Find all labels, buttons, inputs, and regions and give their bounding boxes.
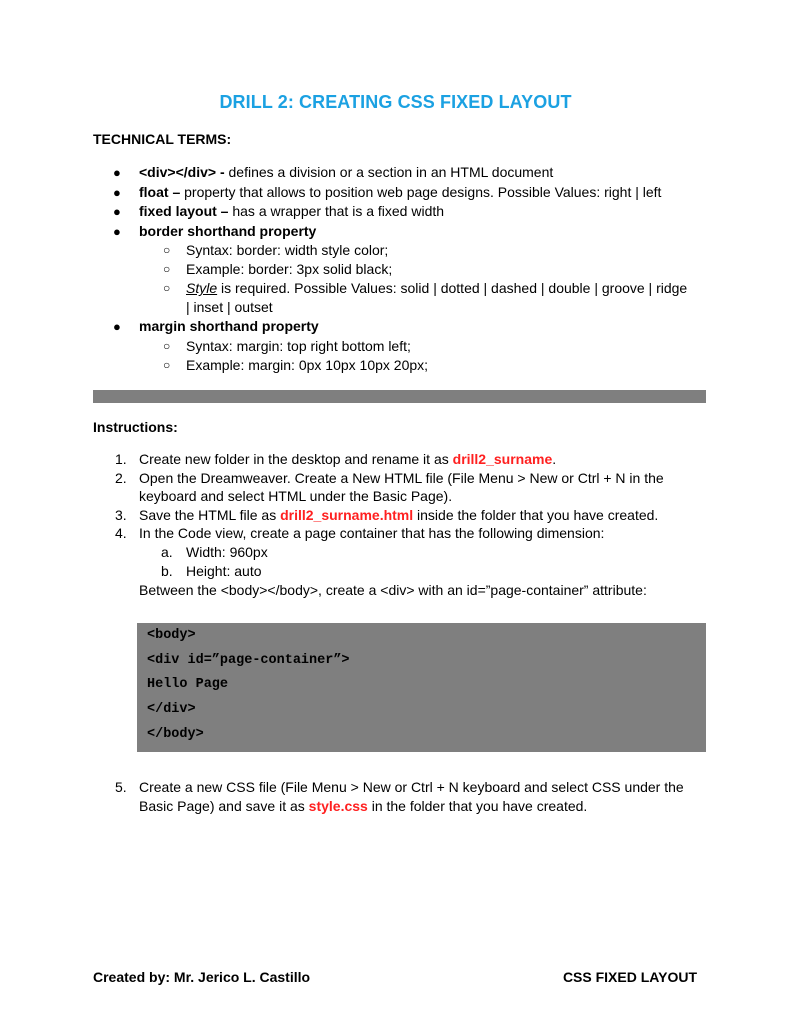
- html-file-highlight: drill2_surname.html: [280, 506, 414, 523]
- sub-item: ○ Syntax: border: width style color;: [163, 242, 389, 258]
- bullet-icon: ●: [113, 165, 121, 180]
- term-name: margin shorthand property: [139, 318, 319, 334]
- code-line: <div id=”page-container”>: [147, 652, 350, 668]
- term-name: border shorthand property: [139, 222, 317, 239]
- step-4-sub-b: b. Height: auto: [161, 562, 262, 579]
- step-4: 4. In the Code view, create a page container that has the following dimension:: [115, 525, 605, 541]
- sub-item: ○ Example: margin: 0px 10px 10px 20px;: [163, 356, 429, 373]
- term-name: fixed layout –: [139, 203, 229, 219]
- bullet-icon: ●: [113, 184, 121, 200]
- code-line: </body>: [147, 726, 204, 742]
- term-definition: defines a division or a section in an HTML document: [228, 164, 554, 180]
- css-file-highlight: style.css: [308, 797, 368, 814]
- circle-bullet-icon: ○: [163, 243, 171, 257]
- step-1: 1. Create new folder in the desktop and rename it as drill2_surname.: [115, 451, 557, 467]
- technical-terms-list: [93, 163, 713, 375]
- circle-bullet-icon: ○: [163, 281, 171, 295]
- term-item: [93, 202, 713, 222]
- step-5: 5. Create a new CSS file (File Menu > New or Ctrl + N keyboard and select CSS under the Basic Page) and save it as style.css in the folder that you have created.: [115, 779, 684, 814]
- page-title: DRILL 2: CREATING CSS FIXED LAYOUT: [219, 92, 572, 112]
- bullet-icon: ●: [113, 319, 121, 334]
- sub-item: ○ Style is required. Possible Values: solid | dotted | dashed | double | groove | ridge: [163, 280, 688, 296]
- step-3: 3. Save the HTML file as drill2_surname.html inside the folder that you have created.: [115, 506, 659, 523]
- term-item: [93, 317, 713, 337]
- code-line: </div>: [147, 702, 196, 718]
- footer-author: Created by: Mr. Jerico L. Castillo: [93, 969, 311, 985]
- bullet-icon: ●: [113, 223, 121, 239]
- step-4-note: Between the <body></body>, create a <div> with an id=”page-container” attribute:: [139, 581, 647, 598]
- footer-topic: CSS FIXED LAYOUT: [562, 969, 697, 985]
- section-divider: [93, 390, 706, 403]
- code-line: Hello Page: [147, 677, 229, 693]
- circle-bullet-icon: ○: [163, 262, 171, 276]
- circle-bullet-icon: ○: [163, 338, 171, 353]
- term-name: float –: [139, 183, 181, 200]
- term-definition: property that allows to position web page designs. Possible Values: right | left: [184, 183, 662, 200]
- step-4-sub-a: a. Width: 960px: [161, 543, 268, 560]
- sub-item: ○ Syntax: margin: top right bottom left;: [163, 337, 411, 354]
- style-emphasis: Style: [186, 280, 218, 296]
- sub-item-continuation: | inset | outset: [186, 299, 273, 315]
- term-name: <div></div> -: [139, 164, 225, 180]
- bullet-icon: ●: [113, 204, 121, 219]
- term-item: [93, 163, 713, 183]
- instruction-steps: [93, 450, 713, 600]
- term-item: [93, 222, 713, 242]
- code-block: [137, 623, 706, 752]
- term-item: [93, 183, 713, 203]
- folder-name-highlight: drill2_surname: [452, 451, 553, 467]
- code-line: <body>: [147, 628, 196, 643]
- circle-bullet-icon: ○: [163, 357, 171, 372]
- sub-item: ○ Example: border: 3px solid black;: [163, 261, 393, 277]
- term-definition: has a wrapper that is a fixed width: [232, 203, 445, 219]
- step-2: 2. Open the Dreamweaver. Create a New HTML file (File Menu > New or Ctrl + N in the keyboard and select HTML under the Basic Page).: [115, 469, 664, 504]
- instructions-heading: Instructions:: [93, 419, 178, 435]
- technical-terms-heading: TECHNICAL TERMS:: [93, 131, 232, 147]
